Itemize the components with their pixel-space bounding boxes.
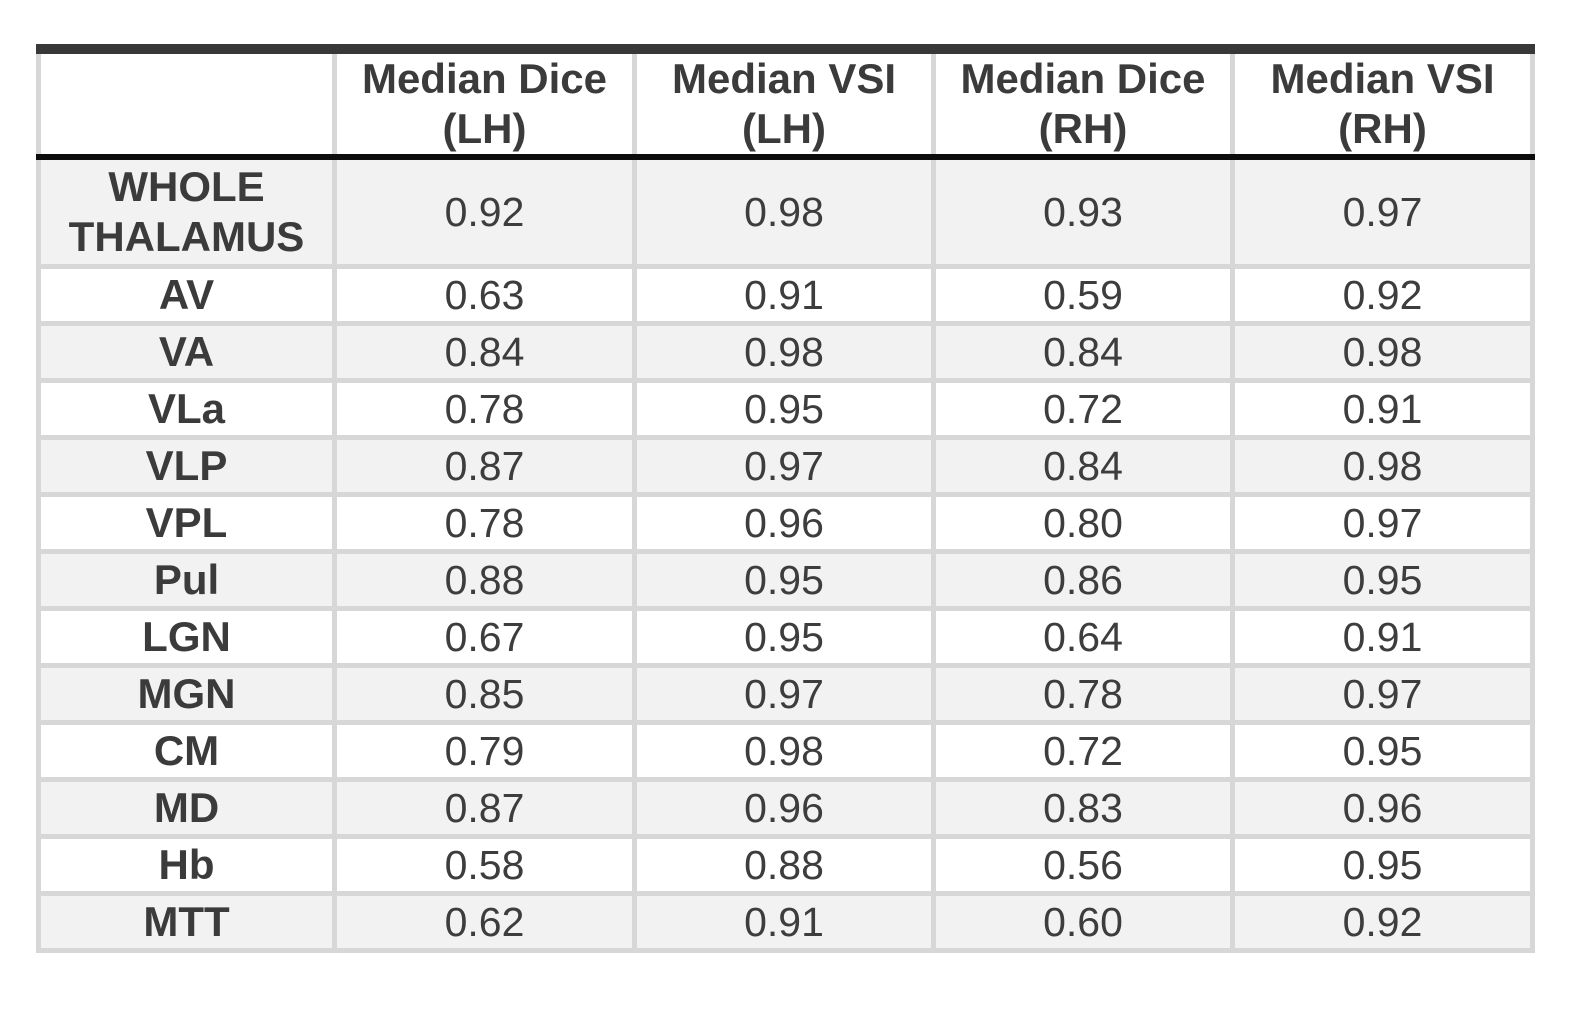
metric-cell: 0.96 <box>1233 780 1533 837</box>
row-cm <box>39 723 1533 780</box>
thalamus-metrics-table <box>36 44 1535 953</box>
metric-cell: 0.97 <box>635 666 934 723</box>
metric-cell: 0.93 <box>934 157 1233 267</box>
metric-cell: 0.72 <box>934 723 1233 780</box>
metric-cell: 0.88 <box>335 552 635 609</box>
metric-cell: 0.67 <box>335 609 635 666</box>
row-va <box>39 324 1533 381</box>
row-label: MGN <box>39 666 335 723</box>
metric-cell: 0.95 <box>635 609 934 666</box>
column-header-median-dice-rh: Median Dice (RH) <box>934 49 1233 157</box>
row-label: VLP <box>39 438 335 495</box>
metric-cell: 0.85 <box>335 666 635 723</box>
metric-cell: 0.95 <box>1233 723 1533 780</box>
column-header-median-vsi-rh: Median VSI (RH) <box>1233 49 1533 157</box>
metric-cell: 0.95 <box>635 552 934 609</box>
row-hb <box>39 837 1533 894</box>
metric-cell: 0.79 <box>335 723 635 780</box>
metric-cell: 0.92 <box>1233 894 1533 951</box>
metric-cell: 0.97 <box>1233 495 1533 552</box>
metric-cell: 0.98 <box>635 157 934 267</box>
row-vlp <box>39 438 1533 495</box>
metric-cell: 0.95 <box>1233 837 1533 894</box>
metric-cell: 0.91 <box>1233 609 1533 666</box>
row-whole-thalamus <box>39 157 1533 267</box>
metric-cell: 0.96 <box>635 495 934 552</box>
metric-cell: 0.97 <box>635 438 934 495</box>
metric-cell: 0.86 <box>934 552 1233 609</box>
row-av <box>39 267 1533 324</box>
metric-cell: 0.78 <box>335 381 635 438</box>
metric-cell: 0.92 <box>335 157 635 267</box>
row-label: MTT <box>39 894 335 951</box>
row-label: VA <box>39 324 335 381</box>
row-md <box>39 780 1533 837</box>
metric-cell: 0.91 <box>1233 381 1533 438</box>
metric-cell: 0.95 <box>1233 552 1533 609</box>
metric-cell: 0.78 <box>934 666 1233 723</box>
row-label: Pul <box>39 552 335 609</box>
metric-cell: 0.87 <box>335 780 635 837</box>
metric-cell: 0.88 <box>635 837 934 894</box>
row-vla <box>39 381 1533 438</box>
metric-cell: 0.84 <box>934 324 1233 381</box>
metric-cell: 0.95 <box>635 381 934 438</box>
metric-cell: 0.96 <box>635 780 934 837</box>
corner-header-cell <box>39 49 335 157</box>
metric-cell: 0.98 <box>1233 438 1533 495</box>
metric-cell: 0.60 <box>934 894 1233 951</box>
metric-cell: 0.91 <box>635 267 934 324</box>
metric-cell: 0.97 <box>1233 157 1533 267</box>
metric-cell: 0.98 <box>635 324 934 381</box>
metric-cell: 0.83 <box>934 780 1233 837</box>
metric-cell: 0.92 <box>1233 267 1533 324</box>
metric-cell: 0.80 <box>934 495 1233 552</box>
row-mgn <box>39 666 1533 723</box>
row-pul <box>39 552 1533 609</box>
row-label: CM <box>39 723 335 780</box>
metric-cell: 0.84 <box>335 324 635 381</box>
metric-cell: 0.63 <box>335 267 635 324</box>
metric-cell: 0.84 <box>934 438 1233 495</box>
metric-cell: 0.72 <box>934 381 1233 438</box>
row-label: VPL <box>39 495 335 552</box>
row-lgn <box>39 609 1533 666</box>
row-label: VLa <box>39 381 335 438</box>
row-mtt <box>39 894 1533 951</box>
metric-cell: 0.87 <box>335 438 635 495</box>
metric-cell: 0.62 <box>335 894 635 951</box>
metric-cell: 0.78 <box>335 495 635 552</box>
row-label: Hb <box>39 837 335 894</box>
metric-cell: 0.58 <box>335 837 635 894</box>
row-label: WHOLE THALAMUS <box>39 157 335 267</box>
column-header-median-vsi-lh: Median VSI (LH) <box>635 49 934 157</box>
metric-cell: 0.59 <box>934 267 1233 324</box>
metric-cell: 0.98 <box>635 723 934 780</box>
row-label: AV <box>39 267 335 324</box>
row-label: LGN <box>39 609 335 666</box>
metric-cell: 0.56 <box>934 837 1233 894</box>
header-row <box>39 49 1533 157</box>
metric-cell: 0.98 <box>1233 324 1533 381</box>
row-vpl <box>39 495 1533 552</box>
metric-cell: 0.91 <box>635 894 934 951</box>
metric-cell: 0.64 <box>934 609 1233 666</box>
row-label: MD <box>39 780 335 837</box>
metric-cell: 0.97 <box>1233 666 1533 723</box>
column-header-median-dice-lh: Median Dice (LH) <box>335 49 635 157</box>
